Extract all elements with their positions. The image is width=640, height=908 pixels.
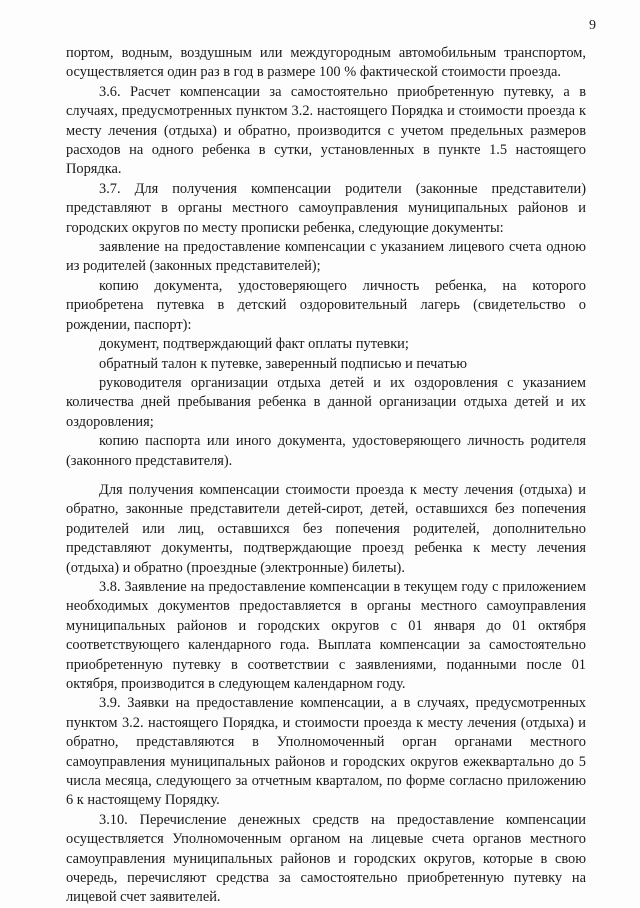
paragraph-3-7: 3.7. Для получения компенсации родители (законные представители) представляют в органы местного самоуправления муниципальных районов и городских округов по месту прописки ребенка, следующие документы: [66, 180, 586, 236]
paragraph-3-8: 3.8. Заявление на предоставление компенсации в текущем году с приложением необходимых документов предоставляется в органы местного самоуправления муниципальных районов и городских округов с 01 января до 01 октября соответствующего календарного года. Выплата компенсации за самостоятельно приобретенную путевку в соответствии с заявлениями, поданными после 01 октября, производится в следующем календарном году. [66, 578, 586, 692]
page-number: 9 [589, 18, 596, 33]
list-item-parent-passport-copy: копию паспорта или иного документа, удостоверяющего личность родителя (законного представителя). [66, 433, 586, 469]
document-body [66, 44, 586, 908]
list-item-child-id-copy: копию документа, удостоверяющего личность ребенка, на которого приобретена путевка в детский оздоровительный лагерь (свидетельство о рождении, паспорт): [66, 277, 586, 333]
paragraph-3-10: 3.10. Перечисление денежных средств на предоставление компенсации осуществляется Уполномоченным органом на лицевые счета органов местного самоуправления муниципальных районов и городских округов, которые в свою очередь, перечисляют средства за самостоятельно приобретенную путевку на лицевой счет заявителей. [66, 811, 586, 906]
paragraph-3-9: 3.9. Заявки на предоставление компенсации, а в случаях, предусмотренных пунктом 3.2. настоящего Порядка, и стоимости проезда к месту лечения (отдыха) и обратно, представляются в Уполномоченный орган органами местного самоуправления муниципальных районов и городских округов ежеквартально до 5 числа месяца, следующего за отчетным кварталом, по форме согласно приложению 6 к настоящему Порядку. [66, 695, 586, 809]
paragraph-3-6: 3.6. Расчет компенсации за самостоятельно приобретенную путевку, а в случаях, предусмотренных пунктом 3.2. настоящего Порядка и стоимости проезда к месту лечения (отдыха) и обратно, производится с учетом предельных размеров расходов на одного ребенка в сутки, установленных в пункте 1.5 настоящего Порядка. [66, 83, 586, 178]
list-item-organization-head: руководителя организации отдыха детей и их оздоровления с указанием количества дней пребывания ребенка в данной организации отдыха детей и их оздоровления; [66, 374, 586, 430]
list-item-return-coupon: обратный талон к путевке, заверенный подписью и печатью [99, 355, 468, 372]
paragraph-transport-continuation: портом, водным, воздушным или междугородным автомобильным транспортом, осуществляется один раз в год в размере 100 % фактической стоимости проезда. [66, 45, 586, 81]
paragraph-travel-compensation: Для получения компенсации стоимости проезда к месту лечения (отдыха) и обратно, законные представители детей-сирот, детей, оставшихся без попечения родителей или лиц, оставшихся без попечения родителей, дополнительно представляют документы, подтверждающие проезд ребенка к месту лечения (отдыха) и обратно (проездные (электронные) билеты). [66, 481, 586, 576]
list-item-application: заявление на предоставление компенсации с указанием лицевого счета одною из родителей (законных представителей); [66, 239, 586, 275]
list-item-payment-document: документ, подтверждающий факт оплаты путевки; [99, 336, 409, 353]
